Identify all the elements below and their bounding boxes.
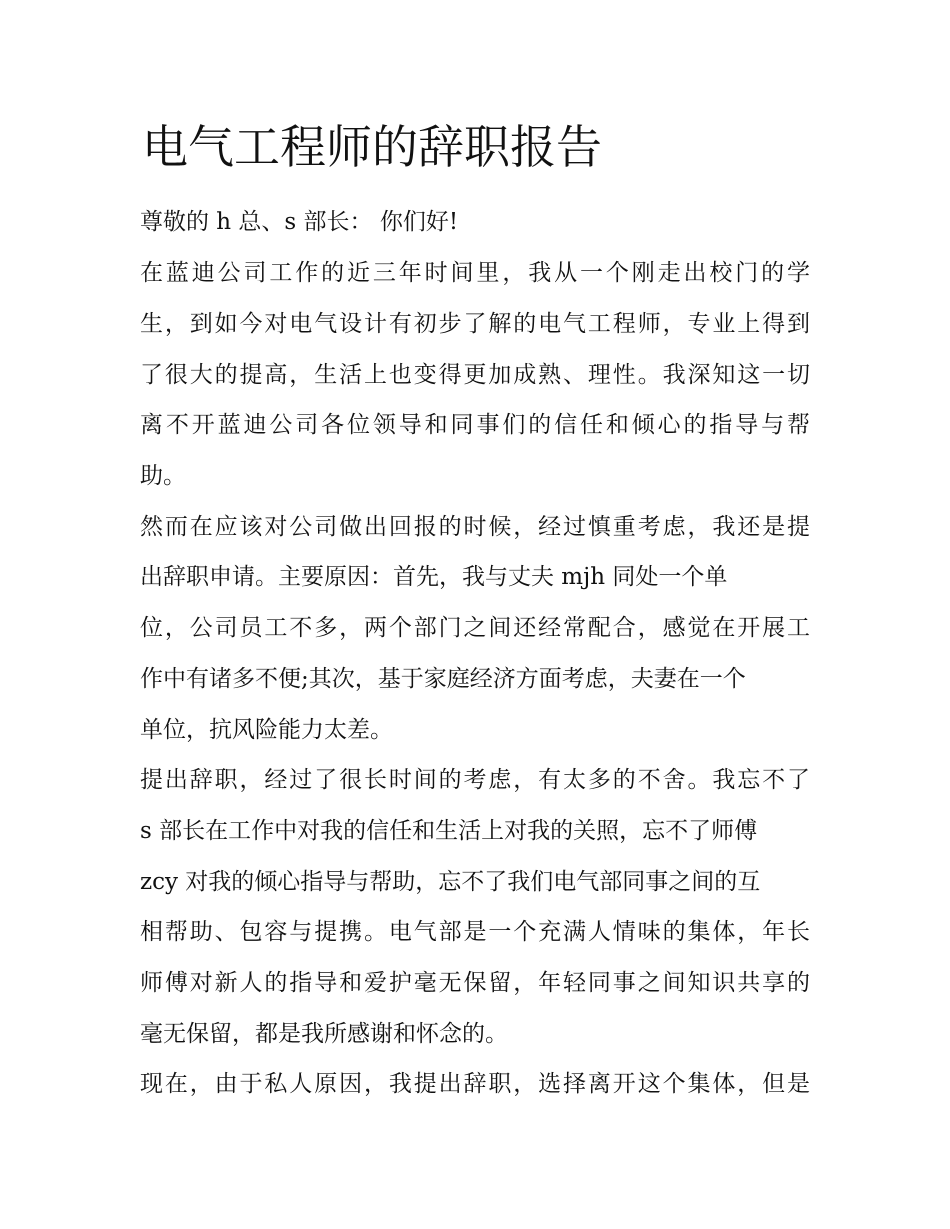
paragraph-1-line-1: 在蓝迪公司工作的近三年时间里，我从一个刚走出校门的学 — [140, 260, 810, 286]
paragraph-3-line-1: 提出辞职，经过了很长时间的考虑，有太多的不舍。我忘不了 — [140, 767, 810, 793]
paragraph-3-line-5: 师傅对新人的指导和爱护毫无保留，年轻同事之间知识共享的 — [140, 970, 810, 996]
paragraph-1-line-3: 了很大的提高，生活上也变得更加成熟、理性。我深知这一切 — [140, 362, 810, 388]
paragraph-1-line-5: 助。 — [140, 463, 186, 489]
paragraph-2-line-1: 然而在应该对公司做出回报的时候，经过慎重考虑，我还是提 — [140, 514, 810, 540]
paragraph-2-line-3: 位，公司员工不多，两个部门之间还经常配合，感觉在开展工 — [140, 615, 810, 641]
paragraph-1-line-2: 生，到如今对电气设计有初步了解的电气工程师，专业上得到 — [140, 311, 810, 337]
paragraph-3-line-3: zcy 对我的倾心指导与帮助，忘不了我们电气部同事之间的互 — [140, 869, 761, 895]
document-title: 电气工程师的辞职报告 — [142, 120, 602, 174]
paragraph-2-line-4: 作中有诸多不便;其次，基于家庭经济方面考虑，夫妻在一个 — [140, 666, 746, 692]
paragraph-3-line-6: 毫无保留，都是我所感谢和怀念的。 — [140, 1021, 508, 1047]
paragraph-2-line-5: 单位，抗风险能力太差。 — [140, 717, 393, 743]
paragraph-3-line-4: 相帮助、包容与提携。电气部是一个充满人情味的集体，年长 — [140, 919, 810, 945]
paragraph-3-line-2: s 部长在工作中对我的信任和生活上对我的关照，忘不了师傅 — [140, 818, 758, 844]
paragraph-4-line-1: 现在，由于私人原因，我提出辞职，选择离开这个集体，但是 — [140, 1071, 810, 1097]
paragraph-2-line-2: 出辞职申请。主要原因：首先，我与丈夫 mjh 同处一个单 — [140, 564, 728, 590]
salutation-line: 尊敬的 h 总、s 部长： 你们好! — [140, 209, 459, 235]
paragraph-1-line-4: 离不开蓝迪公司各位领导和同事们的信任和倾心的指导与帮 — [140, 412, 810, 438]
